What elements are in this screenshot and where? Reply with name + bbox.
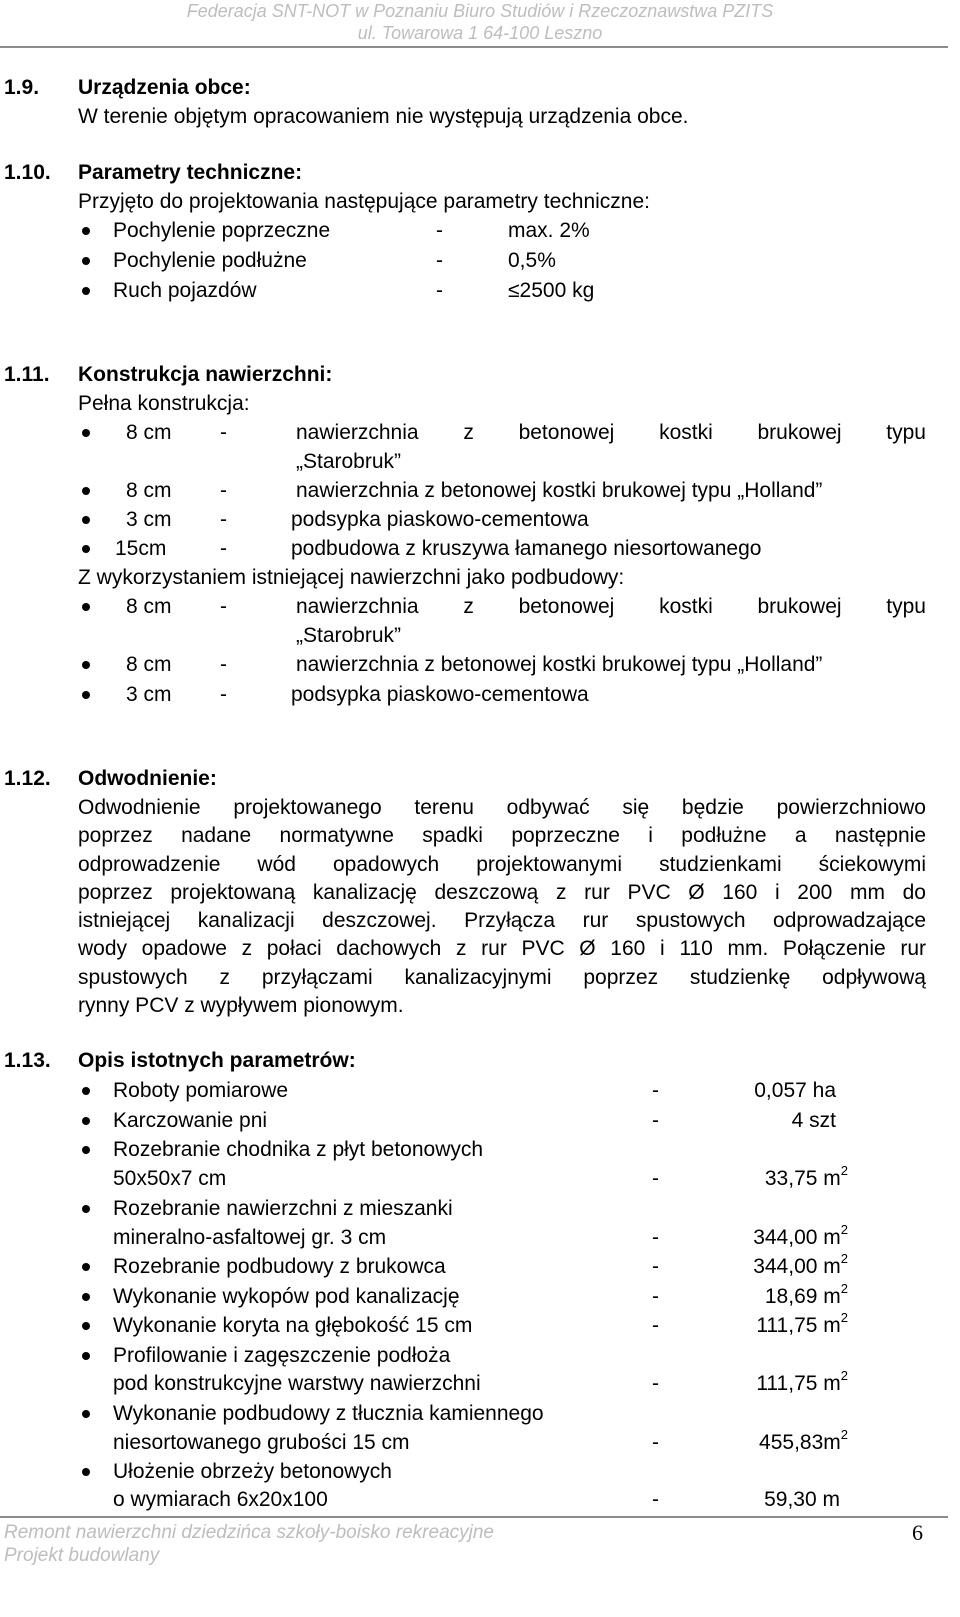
work-item-value: $455,83m^2$	[759, 1427, 848, 1454]
work-item-label: Wykonanie wykopów pod kanalizację	[113, 1285, 460, 1308]
parameter-value: ≤2500 kg	[508, 279, 595, 302]
work-item-label: Ułożenie obrzeży betonowych	[113, 1460, 392, 1483]
parameter-value: max. 2%	[508, 219, 590, 242]
page-header	[0, 0, 960, 46]
layer-dash: -	[220, 537, 227, 560]
layer-description: nawierzchnia z betonowej kostki brukowej typu	[296, 421, 926, 444]
paragraph-line: wody opadowe z połaci dachowych z rur PVC Ø 160 i 110 mm. Połączenie rur	[78, 937, 926, 961]
bullet-icon	[82, 545, 90, 553]
work-item-label: Rozebranie chodnika z płyt betonowych	[113, 1138, 484, 1161]
layer-thickness: 8 cm	[126, 479, 172, 502]
layer-dash: -	[220, 421, 227, 444]
layer-description-cont: „Starobruk”	[296, 624, 402, 647]
layer-description: nawierzchnia z betonowej kostki brukowej typu	[296, 595, 926, 618]
work-item-dash: -	[652, 1488, 659, 1511]
bullet-icon	[82, 257, 90, 265]
work-item-label: Rozebranie nawierzchni z mieszanki	[113, 1197, 453, 1220]
header-address: ul. Towarowa 1 64-100 Leszno	[357, 23, 603, 43]
paragraph-line: Odwodnienie projektowanego terenu odbywać się będzie powierzchniowo	[78, 796, 926, 819]
page-number: 6	[912, 1520, 923, 1545]
bullet-icon	[82, 516, 90, 524]
work-item-label-cont: pod konstrukcyjne warstwy nawierzchni	[113, 1372, 481, 1395]
work-item-label: Karczowanie pni	[113, 1109, 268, 1132]
parameter-label: Pochylenie poprzeczne	[113, 219, 331, 242]
work-item-dash: -	[652, 1167, 659, 1190]
bullet-icon	[82, 227, 90, 235]
work-item-value: 18,69 $m^2$	[764, 1281, 848, 1308]
footer-project-type: Projekt budowlany	[4, 1545, 160, 1566]
bullet-icon	[82, 1263, 90, 1271]
parameter-dash: -	[436, 279, 443, 302]
work-item-dash: -	[652, 1372, 659, 1395]
section-number-1-12: 1.12.	[4, 767, 51, 790]
parameter-label: Ruch pojazdów	[113, 279, 257, 302]
header-organization: Federacja SNT-NOT w Poznaniu Biuro Studiów i Rzeczoznawstwa PZITS	[186, 1, 774, 21]
work-item-label: Rozebranie podbudowy z brukowca	[113, 1255, 446, 1278]
layer-thickness: 3 cm	[126, 508, 172, 531]
work-item-label-cont: mineralno-asfaltowej gr. 3 cm	[113, 1226, 387, 1249]
layer-thickness: 8 cm	[126, 653, 172, 676]
bullet-icon	[82, 603, 90, 611]
bullet-icon	[82, 1468, 90, 1476]
layer-dash: -	[220, 595, 227, 618]
work-item-label: Roboty pomiarowe	[113, 1079, 289, 1102]
work-item-dash: -	[652, 1109, 659, 1132]
bullet-icon	[82, 1322, 90, 1330]
section-title-1-11: Konstrukcja nawierzchni:	[78, 363, 333, 386]
work-item-dash: -	[652, 1285, 659, 1308]
paragraph-line: odprowadzenie wód opadowych projektowanymi studzienkami ściekowymi	[78, 852, 926, 876]
work-item-dash: -	[652, 1255, 659, 1278]
bullet-icon	[82, 1117, 90, 1125]
work-item-value: 111,75 $m^2$	[756, 1368, 848, 1395]
work-item-value: 344,00 $m^2$	[753, 1251, 848, 1278]
layer-description: podsypka piaskowo-cementowa	[291, 683, 589, 706]
section-title-1-9: Urządzenia obce:	[78, 76, 251, 99]
section-title-1-13: Opis istotnych parametrów:	[78, 1049, 356, 1072]
page-footer	[4, 1521, 494, 1567]
layer-thickness: 8 cm	[126, 421, 172, 444]
layer-dash: -	[220, 683, 227, 706]
layer-description: nawierzchnia z betonowej kostki brukowej typu „Holland”	[296, 479, 823, 502]
layer-thickness: 3 cm	[126, 683, 172, 706]
bullet-icon	[82, 429, 90, 437]
work-item-dash: -	[652, 1431, 659, 1454]
section-intro-1-10: Przyjęto do projektowania następujące parametry techniczne:	[78, 190, 650, 213]
work-item-label-cont: 50x50x7 cm	[113, 1167, 227, 1190]
layer-thickness: 15cm	[115, 537, 167, 560]
paragraph-line: istniejącej kanalizacji deszczowej. Przyłącza rur spustowych odprowadzające	[78, 909, 926, 933]
work-item-label-cont: niesortowanego grubości 15 cm	[113, 1431, 410, 1454]
bullet-icon	[82, 1205, 90, 1213]
footer-divider	[0, 1516, 948, 1518]
bullet-icon	[82, 487, 90, 495]
paragraph-line: poprzez projektowaną kanalizację deszczową z rur PVC Ø 160 i 200 mm do	[78, 880, 926, 904]
layer-description: podsypka piaskowo-cementowa	[291, 508, 589, 531]
work-item-value: 59,30 m	[764, 1488, 840, 1511]
parameter-value: 0,5%	[508, 249, 556, 272]
work-item-dash: -	[652, 1226, 659, 1249]
parameter-label: Pochylenie podłużne	[113, 249, 307, 272]
layer-dash: -	[220, 508, 227, 531]
layer-description: nawierzchnia z betonowej kostki brukowej typu „Holland”	[296, 653, 823, 676]
reuse-construction-label: Z wykorzystaniem istniejącej nawierzchni jako podbudowy:	[78, 566, 625, 589]
full-construction-label: Pełna konstrukcja:	[78, 392, 250, 415]
bullet-icon	[82, 287, 90, 295]
parameter-dash: -	[436, 249, 443, 272]
work-item-label: Wykonanie koryta na głębokość 15 cm	[113, 1314, 473, 1337]
bullet-icon	[82, 1293, 90, 1301]
layer-description: podbudowa z kruszywa łamanego niesortowanego	[291, 537, 762, 560]
section-text-1-9: W terenie objętym opracowaniem nie występują urządzenia obce.	[78, 105, 689, 128]
work-item-label: Wykonanie podbudowy z tłucznia kamiennego	[113, 1402, 544, 1425]
work-item-dash: -	[652, 1314, 659, 1337]
bullet-icon	[82, 1146, 90, 1154]
layer-dash: -	[220, 653, 227, 676]
work-item-value: 111,75 $m^2$	[756, 1310, 848, 1337]
section-title-1-12: Odwodnienie:	[78, 767, 217, 790]
work-item-label-cont: o wymiarach 6x20x100	[113, 1488, 328, 1511]
drainage-paragraph	[78, 794, 926, 1020]
section-number-1-13: 1.13.	[4, 1049, 51, 1072]
work-item-value: 33,75 $m^2$	[764, 1163, 848, 1190]
layer-description-cont: „Starobruk”	[296, 450, 402, 473]
layer-thickness: 8 cm	[126, 595, 172, 618]
work-item-dash: -	[652, 1079, 659, 1102]
bullet-icon	[82, 661, 90, 669]
section-number-1-9: 1.9.	[4, 76, 40, 99]
layer-dash: -	[220, 479, 227, 502]
work-item-value: 0,057 ha	[754, 1079, 836, 1102]
bullet-icon	[82, 691, 90, 699]
work-item-value: 344,00 $m^2$	[753, 1222, 848, 1249]
section-number-1-10: 1.10.	[4, 161, 51, 184]
header-divider	[0, 46, 948, 48]
section-title-1-10: Parametry techniczne:	[78, 161, 303, 184]
bullet-icon	[82, 1352, 90, 1360]
section-number-1-11: 1.11.	[4, 363, 50, 386]
paragraph-line: poprzez nadane normatywne spadki poprzeczne i podłużne a następnie	[78, 824, 926, 848]
paragraph-line: spustowych z przyłączami kanalizacyjnymi poprzez studzienkę odpływową	[78, 965, 926, 989]
work-item-value: 4 szt	[791, 1109, 836, 1132]
bullet-icon	[82, 1410, 90, 1418]
footer-project-title: Remont nawierzchni dziedzińca szkoły-boisko rekreacyjne	[4, 1522, 494, 1543]
paragraph-line: rynny PCV z wypływem pionowym.	[78, 994, 404, 1018]
parameter-dash: -	[436, 219, 443, 242]
work-item-label: Profilowanie i zagęszczenie podłoża	[113, 1344, 451, 1367]
bullet-icon	[82, 1087, 90, 1095]
